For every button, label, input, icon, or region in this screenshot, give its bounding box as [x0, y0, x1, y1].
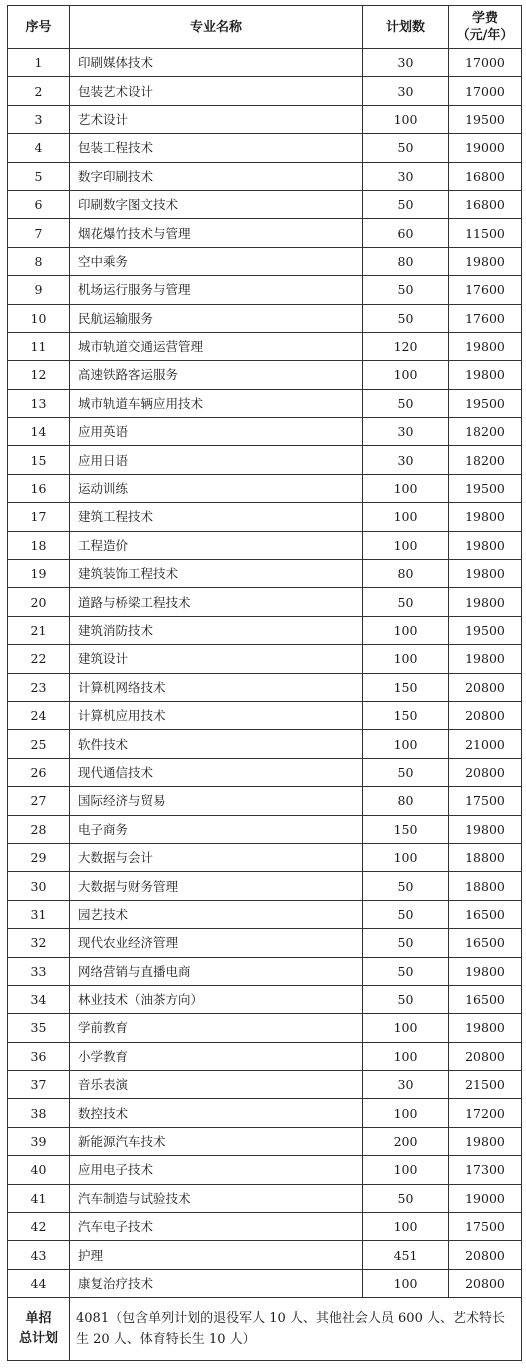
table-row: [8, 77, 522, 105]
table-row: [8, 503, 522, 531]
row-index: 15: [8, 446, 70, 474]
table-header: [8, 6, 522, 49]
row-plan-count: 80: [363, 560, 449, 588]
row-plan-count: 50: [363, 276, 449, 304]
table-row: [8, 929, 522, 957]
table-row: [8, 985, 522, 1013]
row-major-name: 大数据与财务管理: [70, 872, 363, 900]
row-plan-count: 50: [363, 872, 449, 900]
row-tuition: 19800: [449, 560, 522, 588]
table-row: [8, 162, 522, 190]
row-tuition: 19800: [449, 247, 522, 275]
table-row: [8, 190, 522, 218]
row-index: 12: [8, 361, 70, 389]
row-index: 4: [8, 134, 70, 162]
row-tuition: 19800: [449, 588, 522, 616]
row-index: 11: [8, 332, 70, 360]
row-tuition: 19500: [449, 474, 522, 502]
row-major-name: 包装艺术设计: [70, 77, 363, 105]
row-tuition: 20800: [449, 758, 522, 786]
table-row: [8, 49, 522, 77]
table-row: [8, 588, 522, 616]
row-major-name: 应用日语: [70, 446, 363, 474]
row-major-name: 建筑工程技术: [70, 503, 363, 531]
row-index: 26: [8, 758, 70, 786]
row-index: 20: [8, 588, 70, 616]
row-index: 33: [8, 957, 70, 985]
row-major-name: 印刷媒体技术: [70, 49, 363, 77]
table-row: [8, 105, 522, 133]
row-tuition: 11500: [449, 219, 522, 247]
row-plan-count: 30: [363, 49, 449, 77]
row-plan-count: 100: [363, 1042, 449, 1070]
table-row: [8, 1099, 522, 1127]
row-tuition: 21000: [449, 730, 522, 758]
row-plan-count: 60: [363, 219, 449, 247]
row-plan-count: 50: [363, 957, 449, 985]
table-body: [8, 49, 522, 1298]
table-row: [8, 645, 522, 673]
row-tuition: 20800: [449, 673, 522, 701]
row-index: 5: [8, 162, 70, 190]
row-major-name: 网络营销与直播电商: [70, 957, 363, 985]
row-tuition: 19800: [449, 957, 522, 985]
row-index: 14: [8, 418, 70, 446]
table-row: [8, 1127, 522, 1155]
table-row: [8, 1269, 522, 1297]
table-row: [8, 332, 522, 360]
row-plan-count: 451: [363, 1241, 449, 1269]
table-row: [8, 787, 522, 815]
row-index: 2: [8, 77, 70, 105]
row-tuition: 19800: [449, 645, 522, 673]
row-plan-count: 50: [363, 304, 449, 332]
row-plan-count: 30: [363, 418, 449, 446]
row-tuition: 18800: [449, 843, 522, 871]
row-plan-count: 50: [363, 190, 449, 218]
row-plan-count: 100: [363, 616, 449, 644]
row-major-name: 汽车制造与试验技术: [70, 1184, 363, 1212]
row-index: 44: [8, 1269, 70, 1297]
table-row: [8, 304, 522, 332]
table-row: [8, 758, 522, 786]
table-row: [8, 247, 522, 275]
row-plan-count: 100: [363, 1213, 449, 1241]
row-major-name: 城市轨道交通运营管理: [70, 332, 363, 360]
row-plan-count: 150: [363, 815, 449, 843]
row-major-name: 道路与桥梁工程技术: [70, 588, 363, 616]
row-plan-count: 100: [363, 1156, 449, 1184]
table-row: [8, 843, 522, 871]
row-index: 40: [8, 1156, 70, 1184]
row-tuition: 19500: [449, 105, 522, 133]
table-row: [8, 872, 522, 900]
row-major-name: 国际经济与贸易: [70, 787, 363, 815]
row-plan-count: 30: [363, 446, 449, 474]
row-index: 43: [8, 1241, 70, 1269]
row-tuition: 19800: [449, 1127, 522, 1155]
row-index: 10: [8, 304, 70, 332]
row-major-name: 计算机网络技术: [70, 673, 363, 701]
row-index: 32: [8, 929, 70, 957]
row-tuition: 19500: [449, 616, 522, 644]
table-row: [8, 1156, 522, 1184]
row-major-name: 应用电子技术: [70, 1156, 363, 1184]
row-plan-count: 30: [363, 77, 449, 105]
row-tuition: 21500: [449, 1071, 522, 1099]
table-row: [8, 701, 522, 729]
table-row: [8, 134, 522, 162]
table-row: [8, 418, 522, 446]
row-tuition: 17200: [449, 1099, 522, 1127]
row-plan-count: 50: [363, 134, 449, 162]
row-index: 27: [8, 787, 70, 815]
row-plan-count: 80: [363, 247, 449, 275]
row-major-name: 软件技术: [70, 730, 363, 758]
row-index: 39: [8, 1127, 70, 1155]
row-major-name: 计算机应用技术: [70, 701, 363, 729]
row-major-name: 空中乘务: [70, 247, 363, 275]
row-plan-count: 50: [363, 929, 449, 957]
row-tuition: 17000: [449, 77, 522, 105]
row-index: 30: [8, 872, 70, 900]
row-tuition: 19500: [449, 389, 522, 417]
row-tuition: 19000: [449, 1184, 522, 1212]
row-plan-count: 100: [363, 645, 449, 673]
row-plan-count: 100: [363, 730, 449, 758]
row-major-name: 园艺技术: [70, 900, 363, 928]
table-row: [8, 1184, 522, 1212]
table-row: [8, 616, 522, 644]
row-plan-count: 150: [363, 701, 449, 729]
row-major-name: 音乐表演: [70, 1071, 363, 1099]
row-major-name: 高速铁路客运服务: [70, 361, 363, 389]
row-index: 29: [8, 843, 70, 871]
table-row: [8, 1071, 522, 1099]
row-index: 13: [8, 389, 70, 417]
table-row: [8, 957, 522, 985]
row-plan-count: 30: [363, 1071, 449, 1099]
row-index: 42: [8, 1213, 70, 1241]
enrollment-plan-table: [7, 5, 522, 1361]
table-row: [8, 1042, 522, 1070]
row-major-name: 大数据与会计: [70, 843, 363, 871]
table-row: [8, 730, 522, 758]
row-plan-count: 50: [363, 900, 449, 928]
row-index: 38: [8, 1099, 70, 1127]
row-major-name: 烟花爆竹技术与管理: [70, 219, 363, 247]
row-plan-count: 100: [363, 361, 449, 389]
row-tuition: 19000: [449, 134, 522, 162]
row-tuition: 17600: [449, 276, 522, 304]
row-index: 37: [8, 1071, 70, 1099]
row-index: 17: [8, 503, 70, 531]
header-index: 序号: [8, 6, 70, 49]
table-row: [8, 900, 522, 928]
row-plan-count: 50: [363, 389, 449, 417]
row-index: 25: [8, 730, 70, 758]
row-major-name: 新能源汽车技术: [70, 1127, 363, 1155]
row-major-name: 城市轨道车辆应用技术: [70, 389, 363, 417]
row-plan-count: 100: [363, 531, 449, 559]
summary-row: [8, 1298, 522, 1361]
row-index: 9: [8, 276, 70, 304]
row-plan-count: 50: [363, 758, 449, 786]
row-major-name: 护理: [70, 1241, 363, 1269]
row-tuition: 17300: [449, 1156, 522, 1184]
row-index: 19: [8, 560, 70, 588]
row-major-name: 现代农业经济管理: [70, 929, 363, 957]
summary-text: 4081（包含单列计划的退役军人 10 人、其他社会人员 600 人、艺术特长生 20 人、体育特长生 10 人）: [70, 1298, 522, 1361]
row-index: 41: [8, 1184, 70, 1212]
row-major-name: 工程造价: [70, 531, 363, 559]
row-plan-count: 50: [363, 985, 449, 1013]
row-tuition: 16500: [449, 985, 522, 1013]
row-tuition: 18200: [449, 446, 522, 474]
row-tuition: 20800: [449, 701, 522, 729]
header-major-name: 专业名称: [70, 6, 363, 49]
row-major-name: 艺术设计: [70, 105, 363, 133]
summary-label-line1: 单招: [25, 1311, 52, 1327]
row-tuition: 16500: [449, 900, 522, 928]
row-tuition: 19800: [449, 361, 522, 389]
row-plan-count: 200: [363, 1127, 449, 1155]
row-index: 16: [8, 474, 70, 502]
table-row: [8, 389, 522, 417]
row-tuition: 16800: [449, 190, 522, 218]
row-major-name: 康复治疗技术: [70, 1269, 363, 1297]
row-index: 22: [8, 645, 70, 673]
row-major-name: 建筑设计: [70, 645, 363, 673]
table-row: [8, 531, 522, 559]
table-summary: [8, 1298, 522, 1361]
row-index: 1: [8, 49, 70, 77]
row-major-name: 汽车电子技术: [70, 1213, 363, 1241]
table-row: [8, 1014, 522, 1042]
row-index: 35: [8, 1014, 70, 1042]
row-major-name: 运动训练: [70, 474, 363, 502]
row-major-name: 林业技术（油茶方向）: [70, 985, 363, 1013]
row-plan-count: 100: [363, 105, 449, 133]
header-plan-count: 计划数: [363, 6, 449, 49]
enrollment-plan-container: [7, 5, 521, 1361]
row-major-name: 数字印刷技术: [70, 162, 363, 190]
row-major-name: 包装工程技术: [70, 134, 363, 162]
table-row: [8, 1213, 522, 1241]
row-tuition: 19800: [449, 815, 522, 843]
row-tuition: 20800: [449, 1269, 522, 1297]
table-row: [8, 815, 522, 843]
row-index: 7: [8, 219, 70, 247]
table-row: [8, 1241, 522, 1269]
header-row: [8, 6, 522, 49]
row-major-name: 机场运行服务与管理: [70, 276, 363, 304]
row-major-name: 数控技术: [70, 1099, 363, 1127]
row-index: 28: [8, 815, 70, 843]
row-plan-count: 100: [363, 503, 449, 531]
row-index: 36: [8, 1042, 70, 1070]
row-index: 21: [8, 616, 70, 644]
header-tuition-line1: 学费: [471, 11, 498, 26]
row-tuition: 19800: [449, 1014, 522, 1042]
row-plan-count: 50: [363, 588, 449, 616]
row-major-name: 印刷数字图文技术: [70, 190, 363, 218]
row-major-name: 建筑装饰工程技术: [70, 560, 363, 588]
table-row: [8, 276, 522, 304]
row-plan-count: 100: [363, 1099, 449, 1127]
row-major-name: 民航运输服务: [70, 304, 363, 332]
row-plan-count: 150: [363, 673, 449, 701]
row-tuition: 17500: [449, 787, 522, 815]
row-tuition: 20800: [449, 1042, 522, 1070]
row-tuition: 17500: [449, 1213, 522, 1241]
row-major-name: 应用英语: [70, 418, 363, 446]
row-plan-count: 100: [363, 1014, 449, 1042]
table-row: [8, 474, 522, 502]
row-major-name: 电子商务: [70, 815, 363, 843]
row-plan-count: 50: [363, 1184, 449, 1212]
row-plan-count: 80: [363, 787, 449, 815]
row-tuition: 17600: [449, 304, 522, 332]
row-tuition: 16800: [449, 162, 522, 190]
row-tuition: 18200: [449, 418, 522, 446]
row-plan-count: 100: [363, 843, 449, 871]
row-index: 24: [8, 701, 70, 729]
row-major-name: 学前教育: [70, 1014, 363, 1042]
row-tuition: 16500: [449, 929, 522, 957]
row-index: 34: [8, 985, 70, 1013]
row-plan-count: 120: [363, 332, 449, 360]
row-major-name: 建筑消防技术: [70, 616, 363, 644]
row-tuition: 19800: [449, 531, 522, 559]
table-row: [8, 219, 522, 247]
row-index: 31: [8, 900, 70, 928]
row-index: 23: [8, 673, 70, 701]
table-row: [8, 446, 522, 474]
row-plan-count: 30: [363, 162, 449, 190]
row-tuition: 18800: [449, 872, 522, 900]
table-row: [8, 673, 522, 701]
summary-label: [8, 1298, 70, 1361]
row-index: 3: [8, 105, 70, 133]
row-tuition: 19800: [449, 332, 522, 360]
header-tuition: [449, 6, 522, 49]
row-tuition: 17000: [449, 49, 522, 77]
row-index: 18: [8, 531, 70, 559]
row-major-name: 小学教育: [70, 1042, 363, 1070]
row-tuition: 20800: [449, 1241, 522, 1269]
table-row: [8, 361, 522, 389]
row-major-name: 现代通信技术: [70, 758, 363, 786]
row-tuition: 19800: [449, 503, 522, 531]
header-tuition-line2: （元/年）: [456, 28, 514, 43]
table-row: [8, 560, 522, 588]
row-index: 6: [8, 190, 70, 218]
row-index: 8: [8, 247, 70, 275]
summary-label-line2: 总计划: [18, 1331, 58, 1347]
row-plan-count: 100: [363, 474, 449, 502]
row-plan-count: 100: [363, 1269, 449, 1297]
